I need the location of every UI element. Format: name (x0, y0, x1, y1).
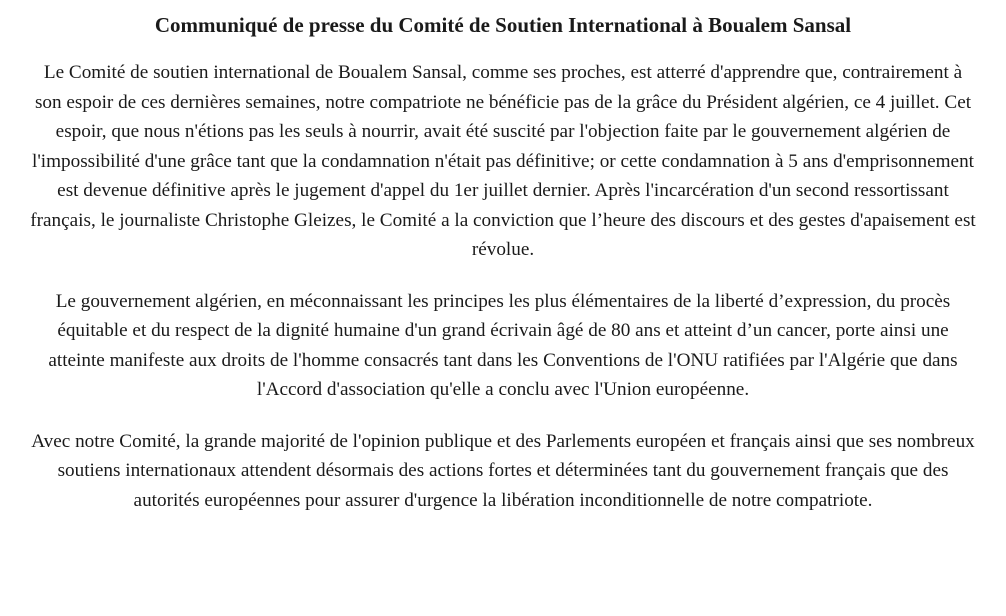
page-title: Communiqué de presse du Comité de Soutien International à Boualem Sansal (154, 13, 852, 37)
paragraph-2: Le gouvernement algérien, en méconnaissant les principes les plus élémentaires de la liberté d’expression, du procès équitable et du respect de la dignité humaine d'un grand écrivain âgé de 80 ans et atteint d’un cancer, porte ainsi une atteinte manifeste aux droits de l'homme consacrés tant dans les Conventions de l'ONU ratifiées par l'Algérie que dans l'Accord d'association qu'elle a conclu avec l'Union européenne. (48, 290, 958, 400)
paragraph-3: Avec notre Comité, la grande majorité de l'opinion publique et des Parlements européen et français ainsi que ses nombreux soutiens internationaux attendent désormais des actions fortes et déterminées tant du gouvernement français que des autorités européennes pour assurer d'urgence la libération inconditionnelle de notre compatriote. (31, 430, 975, 511)
paragraph-1: Le Comité de soutien international de Boualem Sansal, comme ses proches, est atterré d'apprendre que, contrairement à son espoir de ces dernières semaines, notre compatriote ne bénéficie pas de la grâce du Président algérien, ce 4 juillet. Cet espoir, que nous n'étions pas les seuls à nourrir, avait été suscité par l'objection faite par le gouvernement algérien de l'impossibilité d'une grâce tant que la condamnation n'était pas définitive; or cette condamnation à 5 ans d'emprisonnement est devenue définitive après le jugement d'appel du 1er juillet dernier. Après l'incarcération d'un second ressortissant français, le journaliste Christophe Gleizes, le Comité a la conviction que l’heure des discours et des gestes d'apaisement est révolue. (30, 62, 976, 260)
